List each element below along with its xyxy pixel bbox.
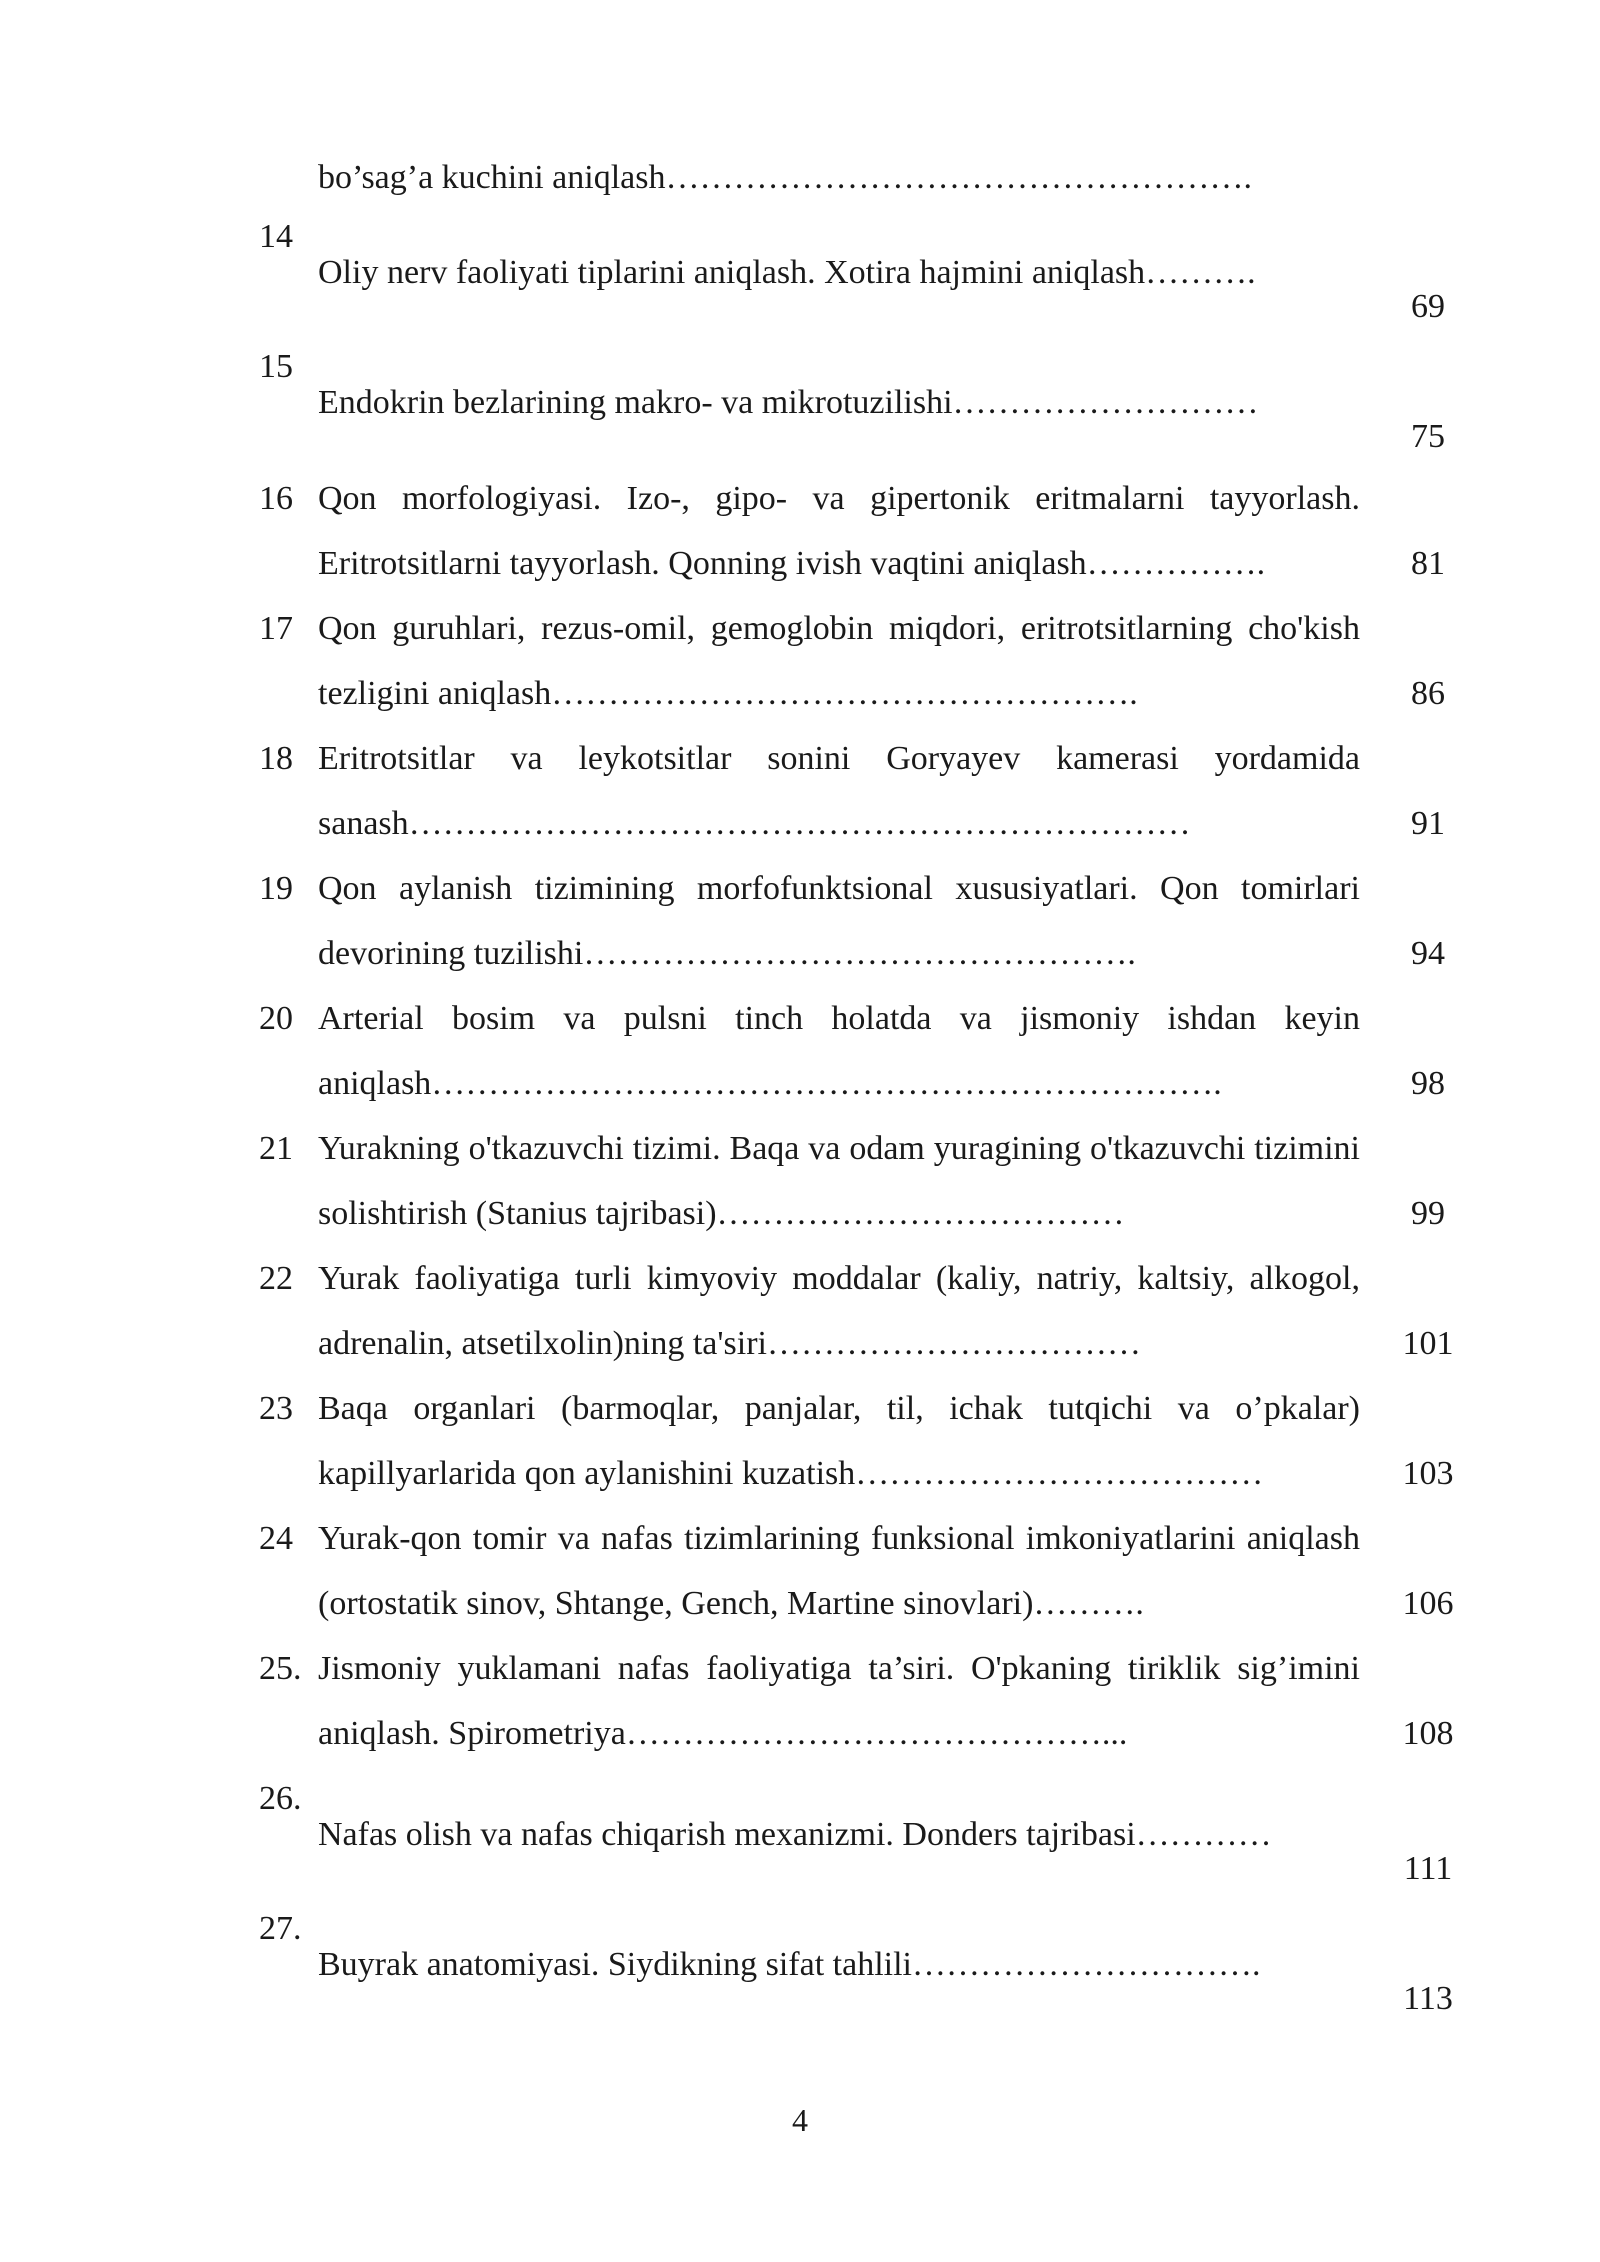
toc-entry-text: Qon aylanish tizimining morfofunktsional xususiyatlari. Qon tomirlari devorining tuzilishi…………………………………………. [318,870,1360,972]
toc-entry-page: 113 [1403,1980,1453,2017]
toc-entry-text: Yurak-qon tomir va nafas tizimlarining funksional imkoniyatlarini aniqlash (ortostatik sinov, Shtange, Gench, Martine sinovlari)………. [318,1520,1360,1622]
toc-entry-page: 106 [1402,1585,1454,1622]
toc-entry-text: bo’sag’a kuchini aniqlash……………………………………………. [318,159,1252,196]
toc-entry-number: 21 [259,1130,293,1167]
toc-entry-page: 111 [1403,1850,1453,1887]
toc-entry-page: 101 [1402,1325,1454,1362]
toc-entry-text: Qon guruhlari, rezus-omil, gemoglobin miqdori, eritrotsitlarning cho'kish tezligini aniqlash……………………………………………. [318,610,1360,712]
toc-entry-number: 18 [259,740,293,777]
toc-entry-page: 69 [1411,288,1445,325]
toc-entry-text: Jismoniy yuklamani nafas faoliyatiga ta’siri. O'pkaning tiriklik sig’imini aniqlash. Spirometriya……………………………………... [318,1650,1360,1752]
toc-entry-page: 98 [1411,1065,1445,1102]
toc-entry-text: Yurak faoliyatiga turli kimyoviy moddalar (kaliy, natriy, kaltsiy, alkogol, adrenalin, atsetilxolin)ning ta'siri…………………………… [318,1260,1360,1362]
toc-entry-number: 23 [259,1390,293,1427]
toc-entry-page: 94 [1411,935,1445,972]
toc-entry-number: 24 [259,1520,293,1557]
toc-entry-text: Buyrak anatomiyasi. Siydikning sifat tahlili…………………………. [318,1946,1261,1983]
toc-entry-number: 20 [259,1000,293,1037]
toc-entry-text: Endokrin bezlarining makro- va mikrotuzilishi……………………… [318,384,1259,421]
toc-entry-text: Baqa organlari (barmoqlar, panjalar, til, ichak tutqichi va o’pkalar) kapillyarlarida qon aylanishini kuzatish……………………………… [318,1390,1360,1492]
toc-entry-page: 86 [1411,675,1445,712]
toc-entry-number: 27. [259,1910,302,1947]
toc-entry-page: 103 [1402,1455,1454,1492]
toc-entry-number: 26. [259,1780,302,1817]
toc-entry-number: 22 [259,1260,293,1297]
toc-entry-text: Qon morfologiyasi. Izo-, gipo- va gipertonik eritmalarni tayyorlash. Eritrotsitlarni tayyorlash. Qonning ivish vaqtini aniqlash……………. [318,480,1360,582]
toc-entry-number: 25. [259,1650,302,1687]
toc-entry-text: Nafas olish va nafas chiqarish mexanizmi. Donders tajribasi………… [318,1816,1272,1853]
toc-entry-number: 17 [259,610,293,647]
page-number: 4 [792,2102,808,2138]
toc-entry-text: Oliy nerv faoliyati tiplarini aniqlash. Xotira hajmini aniqlash………. [318,254,1256,291]
toc-entry-page: 91 [1411,805,1445,842]
toc-entry-text: Eritrotsitlar va leykotsitlar sonini Goryayev kamerasi yordamida sanash…………………………………………………………… [318,740,1360,842]
toc-entry-text: Arterial bosim va pulsni tinch holatda va jismoniy ishdan keyin aniqlash……………………………………………………………. [318,1000,1360,1102]
toc-entry-number: 14 [259,218,293,255]
toc-entry-number: 16 [259,480,293,517]
toc-entry-number: 15 [259,348,293,385]
toc-entry-number: 19 [259,870,293,907]
toc-entry-page: 108 [1402,1715,1454,1752]
toc-entry-text: Yurakning o'tkazuvchi tizimi. Baqa va odam yuragining o'tkazuvchi tizimini solishtirish (Stanius tajribasi)……………………………… [318,1130,1360,1232]
toc-entry-page: 81 [1411,545,1445,582]
toc-entry-page: 75 [1411,418,1445,455]
toc-entry-page: 99 [1411,1195,1445,1232]
